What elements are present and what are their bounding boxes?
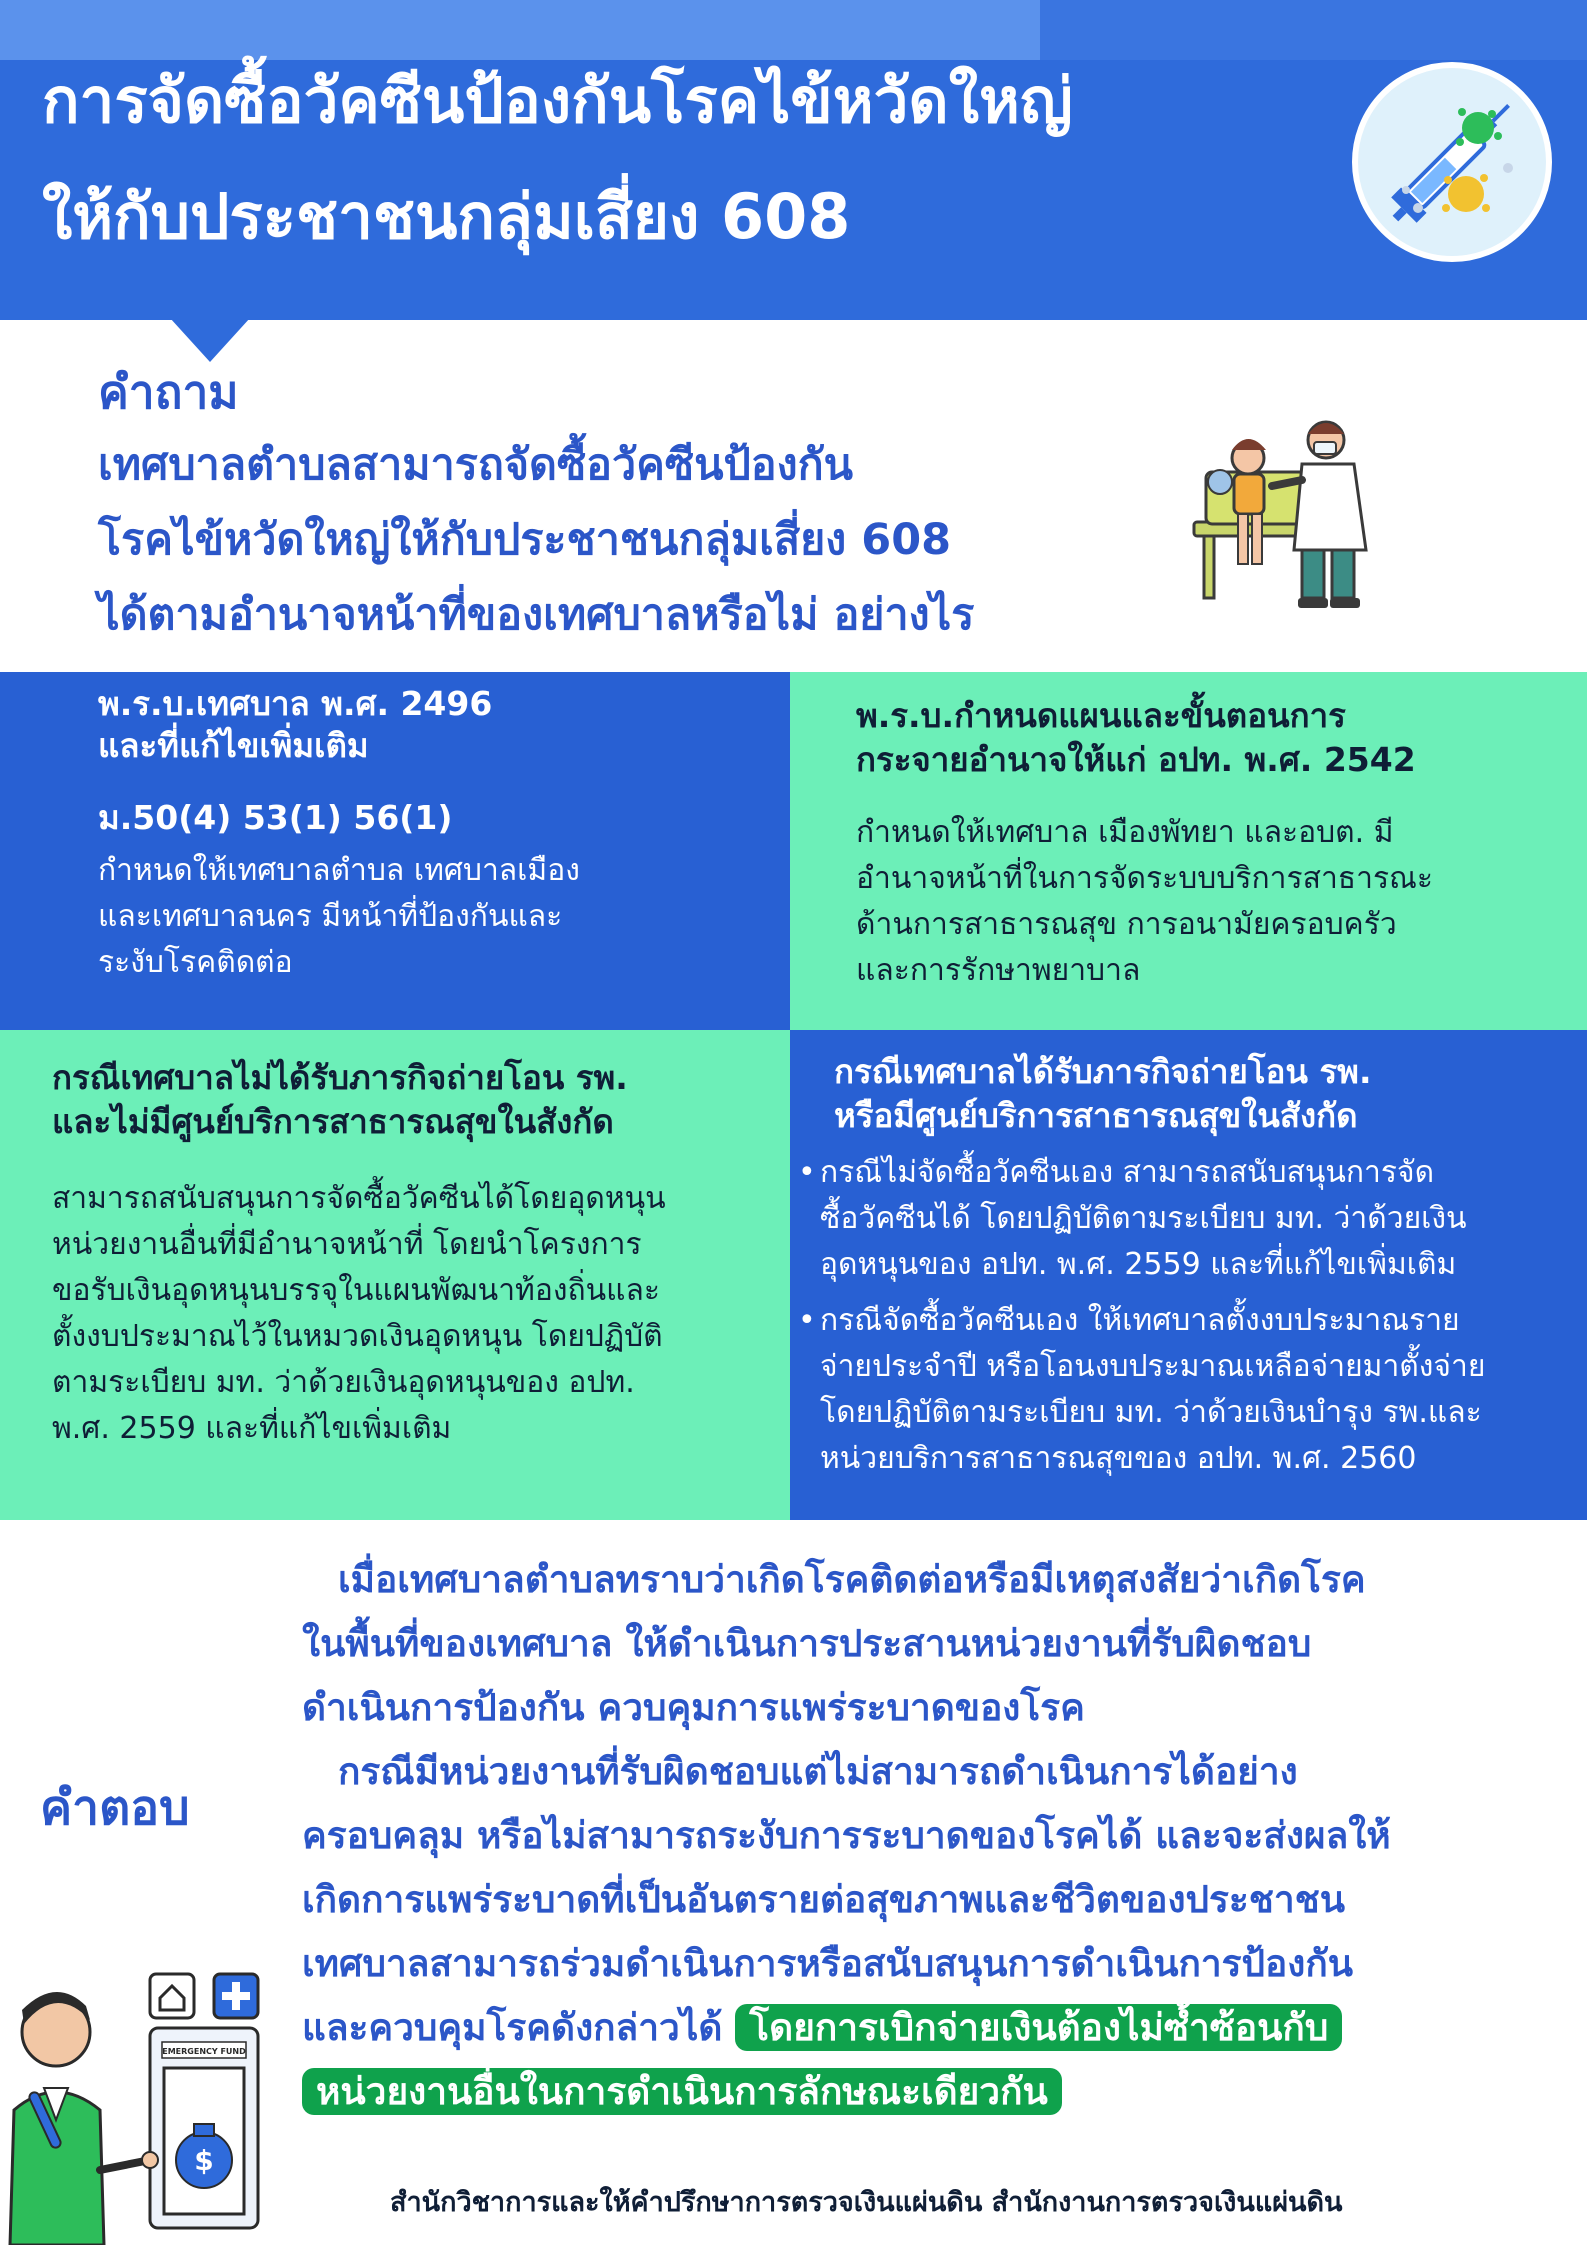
answer-line: กรณีมีหน่วยงานที่รับผิดชอบแต่ไม่สามารถดำเนินการได้อย่าง — [338, 1750, 1298, 1793]
panel-body-line: สามารถสนับสนุนการจัดซื้อวัคซีนได้โดยอุดหนุน — [52, 1181, 666, 1216]
page-title-line-1: การจัดซื้อวัคซีนป้องกันโรคไข้หวัดใหญ่ — [42, 64, 1073, 137]
answer-line-text: และควบคุมโรคดังกล่าวได้ — [302, 2006, 723, 2049]
emergency-fund-label: EMERGENCY FUND — [162, 2047, 246, 2056]
doctor-vaccinating-child-illustration — [1190, 410, 1420, 620]
answer-label: คำตอบ — [40, 1780, 190, 1836]
answer-line: เทศบาลสามารถร่วมดำเนินการหรือสนับสนุนการดำเนินการป้องกัน — [302, 1942, 1354, 1985]
panel-heading: พ.ร.บ.เทศบาล พ.ศ. 2496 — [98, 684, 493, 723]
bullet-dot: • — [798, 1155, 816, 1190]
medical-cross-icon — [214, 1974, 258, 2018]
panel-body-line: และการรักษาพยาบาล — [856, 953, 1141, 988]
panel-heading: พ.ร.บ.กำหนดแผนและขั้นตอนการ — [856, 696, 1346, 735]
house-icon — [150, 1974, 194, 2018]
question-label: คำถาม — [98, 365, 239, 419]
law-panel-decentralization-act — [790, 672, 1587, 1030]
panel-heading: หรือมีศูนย์บริการสาธารณสุขในสังกัด — [834, 1096, 1358, 1135]
panel-body-line: ขอรับเงินอุดหนุนบรรจุในแผนพัฒนาท้องถิ่นและ — [52, 1273, 660, 1308]
panel-body-line: และเทศบาลนคร มีหน้าที่ป้องกันและ — [98, 899, 563, 934]
panel-heading: กระจายอำนาจให้แก่ อปท. พ.ศ. 2542 — [856, 740, 1416, 779]
panel-heading: กรณีเทศบาลได้รับภารกิจถ่ายโอน รพ. — [834, 1052, 1372, 1091]
panel-body-line: ด้านการสาธารณสุข การอนามัยครอบครัว — [856, 907, 1397, 942]
panel-body-line: ตั้งงบประมาณไว้ในหมวดเงินอุดหนุน โดยปฏิบัติ — [52, 1319, 663, 1354]
question-line: โรคไข้หวัดใหญ่ให้กับประชาชนกลุ่มเสี่ยง 608 — [98, 515, 952, 565]
answer-line — [302, 1998, 1342, 2057]
answer-line: เมื่อเทศบาลตำบลทราบว่าเกิดโรคติดต่อหรือมีเหตุสงสัยว่าเกิดโรค — [338, 1558, 1366, 1601]
panel-heading: และที่แก้ไขเพิ่มเติม — [98, 726, 369, 765]
panel-body-line: ตามระเบียบ มท. ว่าด้วยเงินอุดหนุนของ อปท. — [52, 1365, 635, 1400]
panel-body-line: อำนาจหน้าที่ในการจัดระบบบริการสาธารณะ — [856, 861, 1434, 896]
question-line: เทศบาลตำบลสามารถจัดซื้อวัคซีนป้องกัน — [98, 440, 854, 490]
panel-body-line: ระงับโรคติดต่อ — [98, 945, 293, 980]
case-panel-no-transfer — [0, 1030, 790, 1520]
bullet-line: หน่วยบริการสาธารณสุขของ อปท. พ.ศ. 2560 — [820, 1441, 1417, 1476]
answer-line: ในพื้นที่ของเทศบาล ให้ดำเนินการประสานหน่วยงานที่รับผิดชอบ — [302, 1622, 1312, 1665]
highlighted-condition: หน่วยงานอื่นในการดำเนินการลักษณะเดียวกัน — [302, 2068, 1062, 2115]
answer-line: ครอบคลุม หรือไม่สามารถระงับการระบาดของโรคได้ และจะส่งผลให้ — [302, 1814, 1391, 1857]
page-title-line-2: ให้กับประชาชนกลุ่มเสี่ยง 608 — [42, 180, 851, 253]
bullet-line: โดยปฏิบัติตามระเบียบ มท. ว่าด้วยเงินบำรุง รพ.และ — [820, 1395, 1482, 1430]
currency-symbol: $ — [194, 2144, 214, 2177]
answer-line: เกิดการแพร่ระบาดที่เป็นอันตรายต่อสุขภาพและชีวิตของประชาชน — [302, 1878, 1346, 1921]
bullet-line: กรณีไม่จัดซื้อวัคซีนเอง สามารถสนับสนุนการจัด — [820, 1155, 1435, 1190]
header-banner — [0, 0, 1587, 320]
question-line: ได้ตามอำนาจหน้าที่ของเทศบาลหรือไม่ อย่างไร — [98, 590, 975, 640]
source-credit: สำนักวิชาการและให้คำปรึกษาการตรวจเงินแผ่นดิน สำนักงานการตรวจเงินแผ่นดิน — [390, 2187, 1343, 2218]
bullet-line: จ่ายประจำปี หรือโอนงบประมาณเหลือจ่ายมาตั้งจ่าย — [820, 1349, 1486, 1384]
highlighted-condition: โดยการเบิกจ่ายเงินต้องไม่ซ้ำซ้อนกับ — [735, 2004, 1342, 2051]
person-thinking-illustration — [0, 1970, 290, 2245]
case-panel-with-transfer — [790, 1030, 1587, 1520]
answer-line — [302, 2062, 1062, 2121]
law-panel-municipality-act — [0, 672, 790, 1030]
panel-body-line: หน่วยงานอื่นที่มีอำนาจหน้าที่ โดยนำโครงการ — [52, 1227, 642, 1262]
panel-body-line: พ.ศ. 2559 และที่แก้ไขเพิ่มเติม — [52, 1411, 452, 1446]
vaccine-syringe-icon — [1352, 62, 1552, 262]
bullet-line: อุดหนุนของ อปท. พ.ศ. 2559 และที่แก้ไขเพิ่มเติม — [820, 1247, 1457, 1282]
bullet-line: ซื้อวัคซีนได้ โดยปฏิบัติตามระเบียบ มท. ว่าด้วยเงิน — [820, 1201, 1467, 1236]
panel-heading: กรณีเทศบาลไม่ได้รับภารกิจถ่ายโอน รพ. — [52, 1058, 628, 1097]
answer-line: ดำเนินการป้องกัน ควบคุมการแพร่ระบาดของโรค — [302, 1686, 1085, 1729]
law-sections: ม.50(4) 53(1) 56(1) — [98, 798, 453, 837]
bullet-dot: • — [798, 1303, 816, 1338]
bullet-line: กรณีจัดซื้อวัคซีนเอง ให้เทศบาลตั้งงบประมาณราย — [820, 1303, 1460, 1338]
panel-body-line: กำหนดให้เทศบาลตำบล เทศบาลเมือง — [98, 853, 580, 888]
panel-body-line: กำหนดให้เทศบาล เมืองพัทยา และอบต. มี — [856, 815, 1394, 850]
panel-heading: และไม่มีศูนย์บริการสาธารณสุขในสังกัด — [52, 1102, 614, 1141]
